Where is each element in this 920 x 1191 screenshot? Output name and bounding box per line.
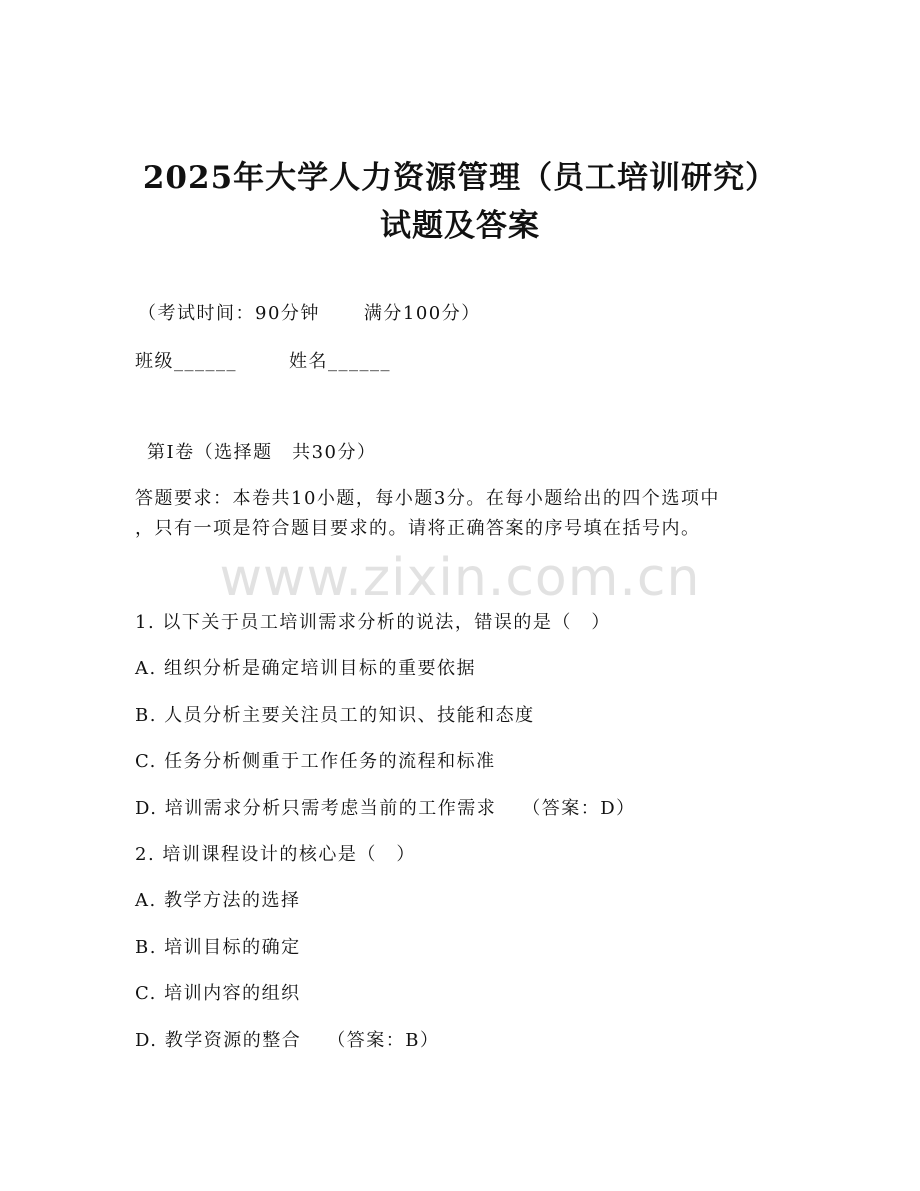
question-2-option-d-row	[135, 1029, 439, 1053]
question-2-stem: 2. 培训课程设计的核心是（ ）	[135, 844, 416, 865]
question-1-option-d-row	[135, 797, 636, 821]
question-1-option-a: A. 组织分析是确定培训目标的重要依据	[135, 658, 476, 679]
class-field: 班级______	[135, 351, 237, 372]
question-2-option-b: B. 培训目标的确定	[135, 937, 301, 958]
question-2-option-a: A. 教学方法的选择	[135, 890, 301, 911]
question-1-stem: 1. 以下关于员工培训需求分析的说法，错误的是（ ）	[135, 612, 611, 633]
section-heading: 第I卷（选择题 共30分）	[147, 442, 377, 463]
instructions-line-1: 答题要求：本卷共10小题，每小题3分。在每小题给出的四个选项中	[135, 488, 720, 509]
question-1-option-b: B. 人员分析主要关注员工的知识、技能和态度	[135, 705, 535, 726]
document-title-line-1: 2025年大学人力资源管理（员工培训研究）	[142, 160, 778, 196]
exam-info-line	[138, 302, 481, 326]
name-field: 姓名______	[289, 351, 391, 372]
question-2-option-c: C. 培训内容的组织	[135, 983, 301, 1004]
full-score: 满分100分）	[363, 303, 481, 324]
instructions-line-2: ，只有一项是符合题目要求的。请将正确答案的序号填在括号内。	[135, 518, 701, 539]
question-2-option-d: D. 教学资源的整合	[135, 1030, 302, 1051]
student-info-line	[135, 350, 391, 374]
question-1-answer: （答案：D）	[522, 798, 636, 819]
watermark: www.zixin.com.cn	[219, 548, 701, 608]
question-2-answer: （答案：B）	[327, 1030, 440, 1051]
document-title-line-2: 试题及答案	[380, 208, 540, 244]
exam-time: （考试时间：90分钟	[138, 303, 320, 324]
question-1-option-d: D. 培训需求分析只需考虑当前的工作需求	[135, 798, 497, 819]
question-1-option-c: C. 任务分析侧重于工作任务的流程和标准	[135, 751, 496, 772]
